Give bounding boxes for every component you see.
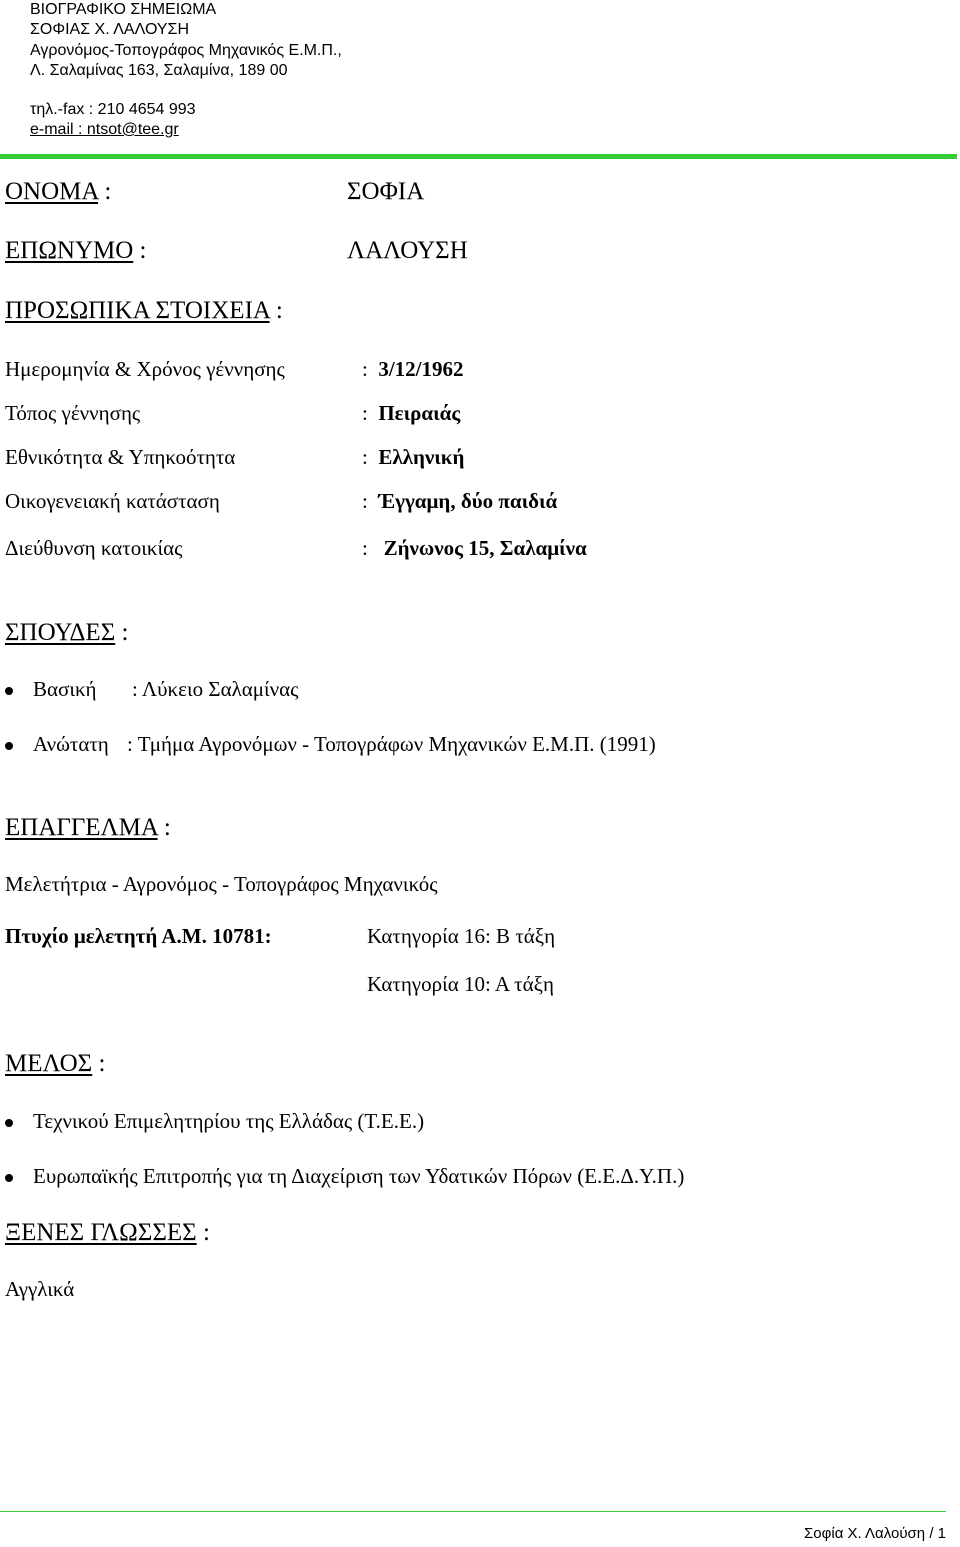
header-profession: Αγρονόμος-Τοπογράφος Μηχανικός Ε.Μ.Π., bbox=[30, 42, 342, 59]
first-name-label: ΟΝΟΜΑ : bbox=[5, 178, 112, 205]
profession-description: Μελετήτρια - Αγρονόμος - Τοπογράφος Μηχανικός bbox=[5, 872, 438, 896]
degree-label: Πτυχίο μελετητή Α.Μ. 10781: bbox=[5, 924, 272, 948]
header-author: ΣΟΦΙΑΣ Χ. ΛΑΛΟΥΣΗ bbox=[30, 21, 189, 38]
personal-label-birthplace: Τόπος γέννησης bbox=[5, 401, 141, 425]
studies-basic-label: Βασική bbox=[33, 677, 97, 701]
last-name-value: ΛΑΛΟΥΣΗ bbox=[347, 237, 468, 264]
header-divider bbox=[0, 154, 957, 159]
bullet-icon bbox=[5, 1119, 13, 1127]
profession-section-title: ΕΠΑΓΓΕΛΜΑ : bbox=[5, 814, 171, 841]
bullet-icon bbox=[5, 742, 13, 750]
personal-value-marital: : Έγγαμη, δύο παιδιά bbox=[362, 489, 558, 513]
member-section-title: ΜΕΛΟΣ : bbox=[5, 1050, 106, 1077]
personal-value-nationality: : Ελληνική bbox=[362, 445, 465, 469]
member-item-eedyp: Ευρωπαϊκής Επιτροπής για τη Διαχείριση των Υδατικών Πόρων (Ε.Ε.Δ.Υ.Π.) bbox=[33, 1164, 685, 1188]
degree-category-10: Κατηγορία 10: Α τάξη bbox=[367, 972, 554, 996]
personal-label-birthdate: Ημερομηνία & Χρόνος γέννησης bbox=[5, 357, 285, 381]
member-item-tee: Τεχνικού Επιμελητηρίου της Ελλάδας (Τ.Ε.Ε.) bbox=[33, 1109, 425, 1133]
studies-higher-label: Ανώτατη bbox=[33, 732, 109, 756]
personal-label-address: Διεύθυνση κατοικίας bbox=[5, 536, 183, 560]
studies-section-title: ΣΠΟΥΔΕΣ : bbox=[5, 619, 129, 646]
header-title: ΒΙΟΓΡΑΦΙΚΟ ΣΗΜΕΙΩΜΑ bbox=[30, 1, 217, 18]
header-address: Λ. Σαλαμίνας 163, Σαλαμίνα, 189 00 bbox=[30, 62, 288, 79]
personal-value-birthplace: : Πειραιάς bbox=[362, 401, 461, 425]
studies-basic-value: : Λύκειο Σαλαμίνας bbox=[132, 677, 299, 701]
footer-page-label: Σοφία Χ. Λαλούση / 1 bbox=[804, 1525, 946, 1542]
personal-label-nationality: Εθνικότητα & Υπηκοότητα bbox=[5, 445, 236, 469]
personal-section-title: ΠΡΟΣΩΠΙΚΑ ΣΤΟΙΧΕΙΑ : bbox=[5, 297, 283, 324]
last-name-label: ΕΠΩΝΥΜΟ : bbox=[5, 237, 147, 264]
header-email-link[interactable]: e-mail : ntsot@tee.gr bbox=[30, 121, 179, 138]
personal-label-marital: Οικογενειακή κατάσταση bbox=[5, 489, 220, 513]
studies-higher-value: : Τμήμα Αγρονόμων - Τοπογράφων Μηχανικών Ε.Μ.Π. (1991) bbox=[127, 732, 656, 756]
personal-value-birthdate: : 3/12/1962 bbox=[362, 357, 464, 381]
personal-value-address: : Ζήνωνος 15, Σαλαμίνα bbox=[362, 536, 587, 560]
degree-category-16: Κατηγορία 16: Β τάξη bbox=[367, 924, 556, 948]
first-name-value: ΣΟΦΙΑ bbox=[347, 178, 425, 205]
languages-section-title: ΞΕΝΕΣ ΓΛΩΣΣΕΣ : bbox=[5, 1219, 210, 1246]
bullet-icon bbox=[5, 687, 13, 695]
header-phone: τηλ.-fax : 210 4654 993 bbox=[30, 101, 196, 118]
footer-divider bbox=[0, 1511, 946, 1512]
bullet-icon bbox=[5, 1174, 13, 1182]
languages-value: Αγγλικά bbox=[5, 1277, 75, 1301]
